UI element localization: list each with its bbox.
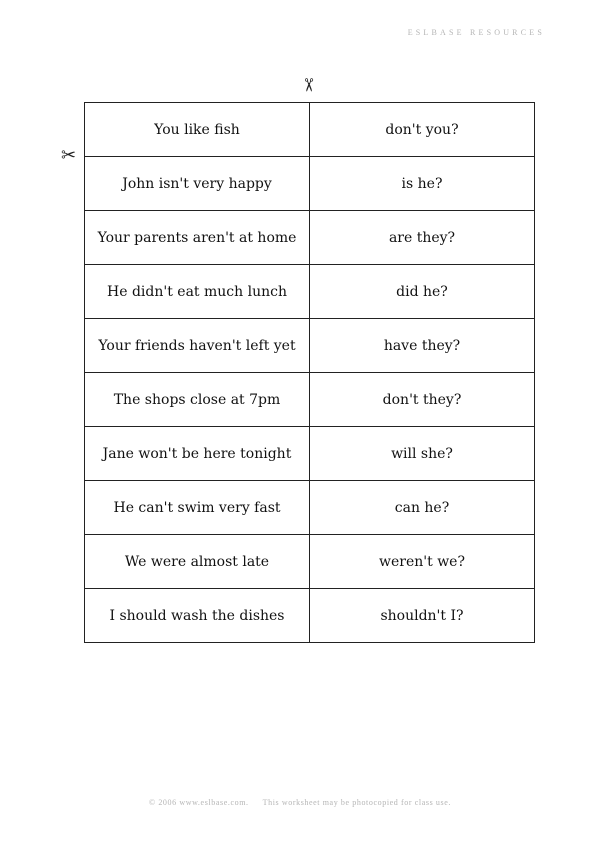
tag-card: shouldn't I? [310,589,535,643]
statement-card: The shops close at 7pm [85,373,310,427]
statement-card: He can't swim very fast [85,481,310,535]
copyright-text: © 2006 www.eslbase.com. [149,798,249,807]
tag-card: will she? [310,427,535,481]
table-row [85,319,535,373]
card-grid [84,102,535,643]
statement-card: I should wash the dishes [85,589,310,643]
table-row [85,157,535,211]
statement-card: Your parents aren't at home [85,211,310,265]
tag-card: can he? [310,481,535,535]
photocopy-notice: This worksheet may be photocopied for class use. [262,798,451,807]
statement-card: Your friends haven't left yet [85,319,310,373]
table-row [85,211,535,265]
table-row [85,265,535,319]
scissors-icon: ✂ [297,77,319,93]
scissors-icon: ✂ [61,145,77,166]
table-row [85,373,535,427]
statement-card: We were almost late [85,535,310,589]
tag-card: don't you? [310,103,535,157]
table-row [85,535,535,589]
tag-card: weren't we? [310,535,535,589]
tag-card: have they? [310,319,535,373]
footer [0,798,600,807]
tag-card: are they? [310,211,535,265]
tag-card: is he? [310,157,535,211]
statement-card: You like fish [85,103,310,157]
statement-card: Jane won't be here tonight [85,427,310,481]
table-row [85,427,535,481]
table-row [85,589,535,643]
table-row [85,103,535,157]
table-row [85,481,535,535]
statement-card: He didn't eat much lunch [85,265,310,319]
tag-card: did he? [310,265,535,319]
tag-card: don't they? [310,373,535,427]
statement-card: John isn't very happy [85,157,310,211]
brand-header: ESLBASE RESOURCES [407,28,545,37]
